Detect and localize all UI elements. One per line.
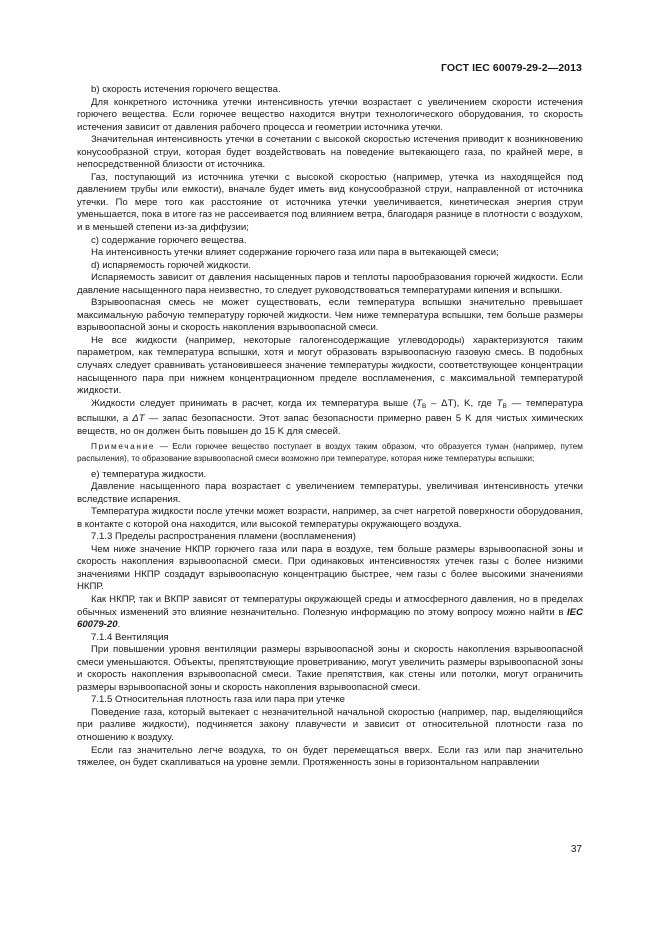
paragraph: Поведение газа, который вытекает с незначительной начальной скоростью (например, пар, выделяющийся при разливе жидкости), подчиняется закону плавучести и зависит от относительной плотности газа по отношению к воздуху. xyxy=(77,706,583,743)
paragraph: Значительная интенсивность утечки в сочетании с высокой скоростью истечения приводит к возникновению конусообразной струи, которая будет воздействовать на поведение вытекающего газа, по крайней мере, в непосредственной близости от источника. xyxy=(77,134,583,171)
paragraph: Взрывоопасная смесь не может существовать, если температура вспышки значительно превышает максимальную рабочую температуру горючей жидкости. Чем ниже температура вспышки, тем больше размеры взрывоопасной зоны и скорость накопления взрывоопасной смеси. xyxy=(77,297,583,334)
paragraph: Не все жидкости (например, некоторые галогенсодержащие углеводороды) характеризуются таким параметром, как температура вспышки, хотя и могут образовать взрывоопасную газовую смесь. В подобных случаях следует сравнивать установившееся значение температуры жидкости, соответствующее концентрации насыщенного пара при нижнем концентрационном пределе воспламенения, с максимальной температурой жидкости. xyxy=(77,334,583,397)
paragraph: Давление насыщенного пара возрастает с увеличением температуры, увеличивая интенсивность утечки вследствие испарения. xyxy=(77,481,583,505)
page-number: 37 xyxy=(570,844,582,855)
list-item-d: d) испаряемость горючей жидкости. xyxy=(91,259,251,271)
paragraph: Для конкретного источника утечки интенсивность утечки возрастает с увеличением скорости истечения горючего вещества. Если горючее вещество находится внутри технологического оборудования, то скорость истечения зависит от давления рабочего процесса и геометрии источника утечки. xyxy=(77,96,583,133)
paragraph: Испаряемость зависит от давления насыщенных паров и теплоты парообразования горючей жидкости. Если давление насыщенного пара неизвестно, то следует руководствоваться температурами кипения и вспышки. xyxy=(77,272,583,296)
note: Примечание — Если горючее вещество поступает в воздух таким образом, что образуется туман (например, путем распыления), то образование взрывоопасной смеси возможно при температуре, которая ниже температуры вспышки; xyxy=(77,441,583,463)
paragraph: Если газ значительно легче воздуха, то он будет перемещаться вверх. Если газ или пар значительно тяжелее, он будет скапливаться на уровне земли. Протяженность зоны в горизонтальном направлении xyxy=(77,744,583,769)
nkpr-paragraph: Как НКПР, так и ВКПР зависят от температуры окружающей среды и атмосферного давления, но в пределах обычных изменений это влияние незначительно. Полезную информацию по этому вопросу можно найти в IEC 60079-20. xyxy=(77,593,583,631)
note-label: Примечание xyxy=(91,441,156,452)
document-body xyxy=(77,84,583,770)
section-heading-7-1-4: 7.1.4 Вентиляция xyxy=(91,631,169,643)
paragraph: На интенсивность утечки влияет содержание горючего газа или пара в вытекающей смеси; xyxy=(91,247,499,259)
paragraph: Газ, поступающий из источника утечки с высокой скоростью (например, утечка из находящейся под давлением трубы или емкости), вначале будет иметь вид конусообразной струи, направленной от источника утечки. По мере того как расстояние от источника утечки увеличивается, кинетическая энергия струи уменьшается, пока в итоге газ не рассеивается под влиянием ветра, благодаря разнице в плотности с воздухом, и в меньшей степени из-за диффузии; xyxy=(77,171,583,234)
list-item-c: c) содержание горючего вещества. xyxy=(91,234,247,246)
paragraph: При повышении уровня вентиляции размеры взрывоопасной зоны и скорость накопления взрывоопасной смеси уменьшаются. Объекты, препятствующие проветриванию, могут увеличить размеры взрывоопасной зоны и скорость накопления взрывоопасной смеси. Такие препятствия, как стены или потолки, могут ограничить размеры взрывоопасной зоны и скорость накопления взрывоопасной смеси. xyxy=(77,644,583,693)
section-heading-7-1-5: 7.1.5 Относительная плотность газа или пара при утечке xyxy=(91,694,346,706)
list-item-e: e) температура жидкости. xyxy=(91,468,207,480)
document-header: ГОСТ IEC 60079-29-2—2013 xyxy=(440,62,582,74)
paragraph: Температура жидкости после утечки может возрасти, например, за счет нагретой поверхности оборудования, в контакте с которой она находится, или высокой температуры окружающего воздуха. xyxy=(77,506,583,530)
standard-reference: IEC 60079-20 xyxy=(77,606,583,631)
paragraph: Чем ниже значение НКПР горючего газа или пара в воздухе, тем больше размеры взрывоопасной зоны и скорость накопления взрывоопасной смеси. При одинаковых интенсивностях утечек газы с более низкими значениями НКПР создадут взрывоопасную концентрацию быстрее, чем газы с более высокими значениями НКПР. xyxy=(77,543,583,593)
paragraph: b) скорость истечения горючего вещества. xyxy=(91,84,281,95)
temperature-paragraph: Жидкости следует принимать в расчет, когда их температура выше $(T_В - \Delta T)$, K, где $T_В$ — температура вспышки, а ΔT — запас безопасности. Этот запас безопасности примерно равен 5 K для чистых химических веществ, но он должен быть повышен до 15 K для смесей. xyxy=(77,397,584,437)
section-heading-7-1-3: 7.1.3 Пределы распространения пламени (воспламенения) xyxy=(91,531,356,543)
